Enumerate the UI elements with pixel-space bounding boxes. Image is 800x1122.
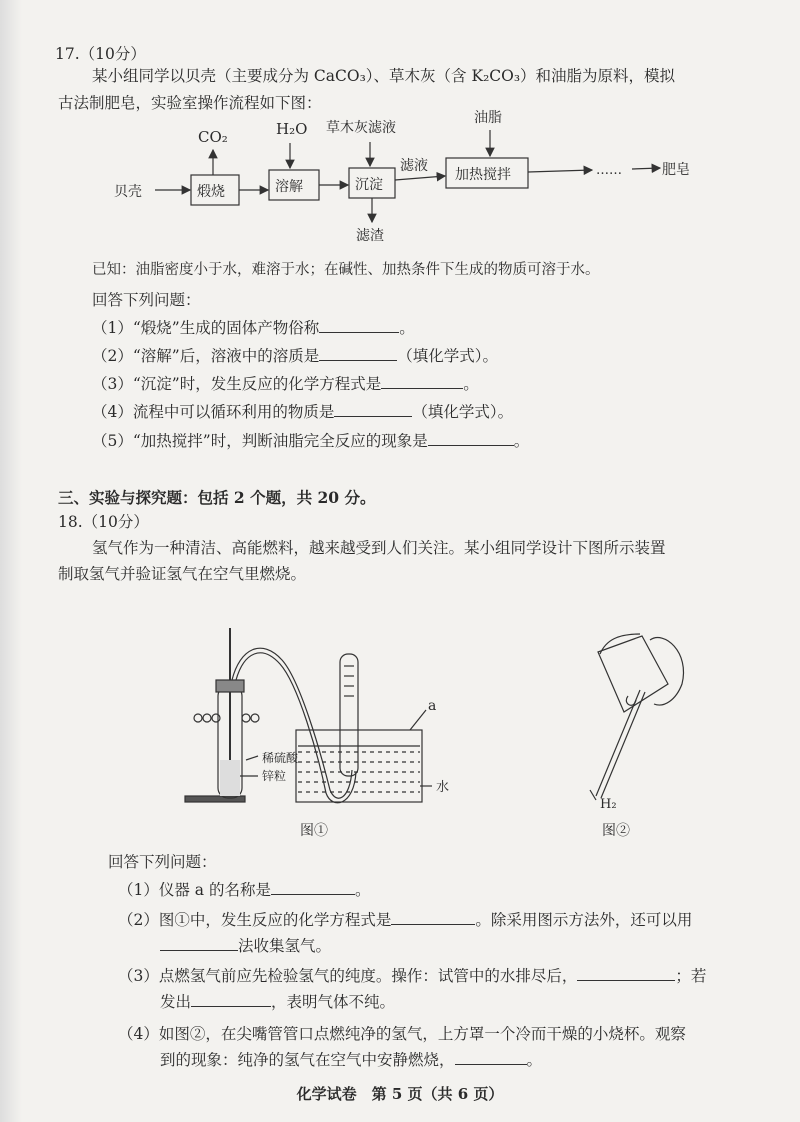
fig1-caption: 图① [300, 823, 328, 839]
q18-header: 18.（10分） [58, 513, 149, 531]
answer-blank[interactable] [334, 402, 412, 417]
q17-flow-diagram [0, 0, 800, 260]
flow-dots: …… [596, 163, 622, 178]
fig1-label-a: a [428, 698, 437, 714]
q18-intro-line2: 制取氢气并验证氢气在空气里燃烧。 [58, 565, 307, 583]
flow-step2-label: 溶解 [275, 179, 303, 195]
flow-start-label: 贝壳 [114, 184, 142, 200]
answer-blank[interactable] [160, 936, 238, 951]
answer-blank[interactable] [577, 966, 675, 981]
q17-header: 17.（10分） [55, 45, 146, 63]
fig2-h2-label: H₂ [600, 797, 617, 812]
flow-step2-in-label: H₂O [276, 120, 308, 138]
flow-step3-out-label: 滤渣 [356, 228, 384, 244]
q17-prompt: 回答下列问题： [92, 291, 201, 309]
fig1-acid-label: 稀硫酸 [262, 751, 299, 765]
q17-item-2: （2）“溶解”后，溶液中的溶质是 （填化学式）。 [92, 347, 498, 365]
answer-blank[interactable] [319, 346, 397, 361]
fig1-zinc-label: 锌粒 [262, 769, 287, 783]
q18-figures [0, 600, 800, 840]
q17-item-4: （4）流程中可以循环利用的物质是 （填化学式）。 [92, 403, 514, 421]
flow-step4-label: 加热搅拌 [455, 167, 511, 183]
flow-step4-in-label: 油脂 [474, 110, 502, 126]
q18-item-2: （2）图①中，发生反应的化学方程式是 。除采用图示方法外，还可以用 [118, 911, 693, 929]
fig2-caption: 图② [602, 823, 630, 839]
q18-item-2-cont: 法收集氢气。 [160, 936, 331, 956]
answer-blank[interactable] [191, 992, 271, 1007]
q17-known-info: 已知：油脂密度小于水，难溶于水；在碱性、加热条件下生成的物质可溶于水。 [92, 262, 600, 278]
flow-end-label: 肥皂 [662, 162, 690, 178]
answer-blank[interactable] [381, 374, 463, 389]
q18-item-4: （4）如图②，在尖嘴管管口点燃纯净的氢气，上方罩一个冷而干燥的小烧杯。观察 [118, 1025, 686, 1043]
answer-blank[interactable] [428, 431, 514, 446]
flow-step1-out-label: CO₂ [198, 128, 228, 146]
q17-item-1: （1）“煅烧”生成的固体产物俗称 。 [92, 319, 415, 337]
answer-blank[interactable] [271, 880, 355, 895]
q18-item-3: （3）点燃氢气前应先检验氢气的纯度。操作：试管中的水排尽后， ；若 [118, 967, 707, 985]
q17-intro-line2: 古法制肥皂，实验室操作流程如下图： [58, 94, 322, 112]
answer-blank[interactable] [455, 1050, 527, 1065]
answer-blank[interactable] [391, 910, 475, 925]
flow-filtrate-label: 滤液 [400, 158, 428, 174]
q17-item-5: （5）“加热搅拌”时，判断油脂完全反应的现象是 。 [92, 432, 530, 450]
section-3-title: 三、实验与探究题：包括 2 个题，共 20 分。 [58, 488, 376, 507]
q18-intro-line1: 氢气作为一种清洁、高能燃料，越来越受到人们关注。某小组同学设计下图所示装置 [92, 539, 666, 557]
q18-item-3-cont: 发出 ，表明气体不纯。 [160, 993, 396, 1011]
flow-step3-in-label: 草木灰滤液 [326, 120, 396, 136]
page-footer: 化学试卷 第 5 页（共 6 页） [296, 1085, 504, 1103]
q17-item-3: （3）“沉淀”时，发生反应的化学方程式是 。 [92, 375, 479, 393]
q18-item-1: （1）仪器 a 的名称是 。 [118, 881, 371, 899]
q18-item-4-cont: 到的现象：纯净的氢气在空气中安静燃烧， 。 [160, 1051, 543, 1069]
q18-prompt: 回答下列问题： [108, 853, 217, 871]
fig1-water-label: 水 [436, 780, 450, 795]
flow-step3-label: 沉淀 [355, 177, 383, 193]
q17-intro-line1: 某小组同学以贝壳（主要成分为 CaCO₃）、草木灰（含 K₂CO₃）和油脂为原料，模拟 [92, 67, 676, 85]
answer-blank[interactable] [319, 318, 399, 333]
flow-step1-label: 煅烧 [197, 184, 225, 200]
